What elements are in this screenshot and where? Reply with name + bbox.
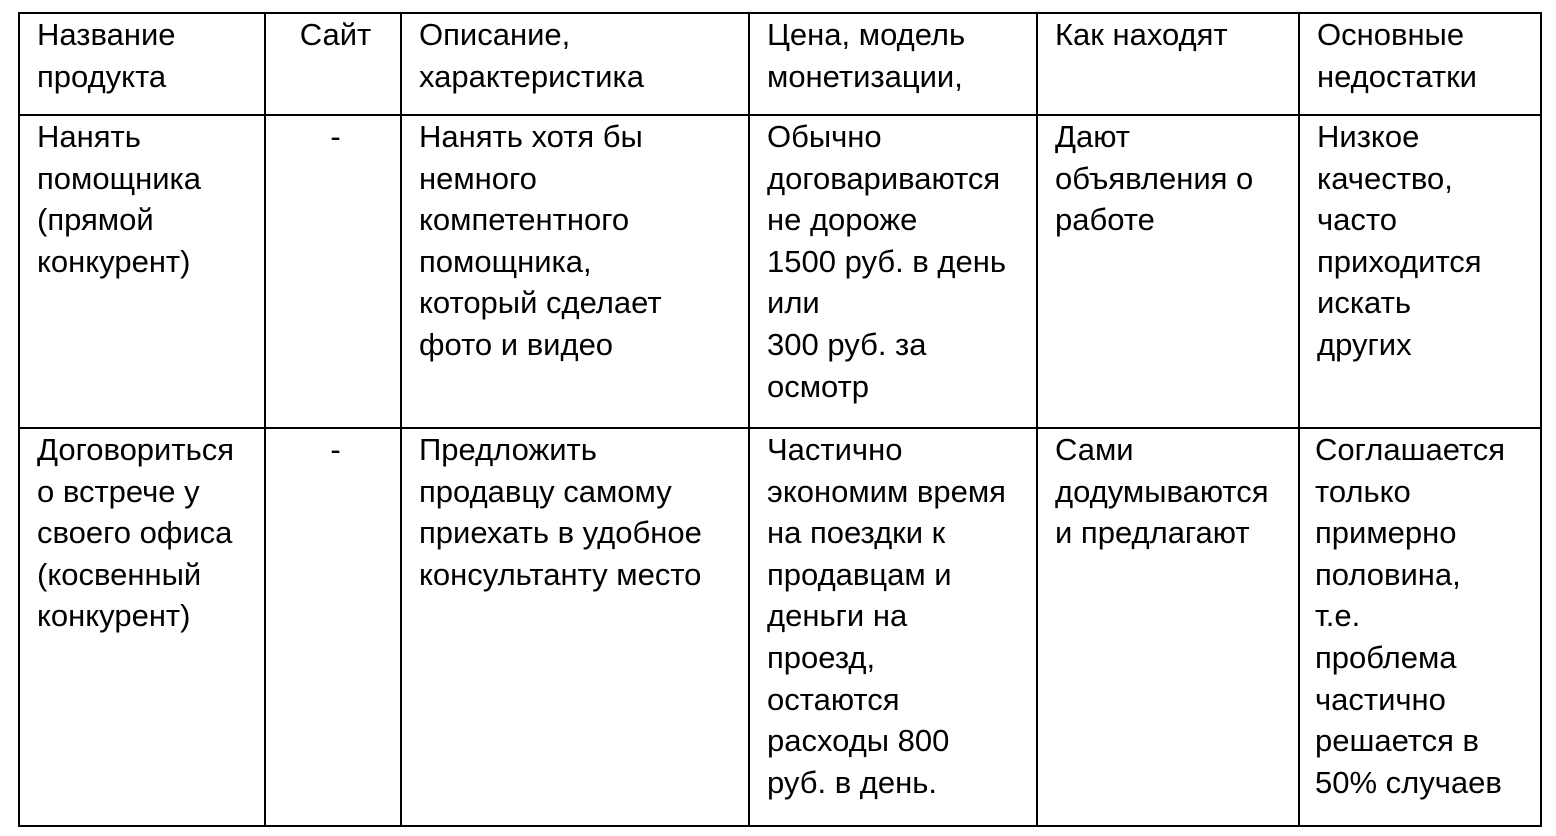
cell-product: Договориться о встрече у своего офиса (косвенный конкурент) [19, 428, 265, 826]
table-header-row [19, 13, 1541, 115]
competitor-table [18, 12, 1542, 827]
cell-how-found: Сами додумываются и предлагают [1037, 428, 1299, 826]
cell-price: Обычно договариваются не дороже 1500 руб. в день или 300 руб. за осмотр [749, 115, 1037, 428]
table-row [19, 428, 1541, 826]
cell-description: Нанять хотя бы немного компетентного помощника, который сделает фото и видео [401, 115, 749, 428]
cell-site: - [265, 428, 401, 826]
header-site: Сайт [265, 13, 401, 115]
cell-how-found: Дают объявления о работе [1037, 115, 1299, 428]
cell-drawbacks: Соглашается только примерно половина, т.е. проблема частично решается в 50% случаев [1299, 428, 1541, 826]
cell-site: - [265, 115, 401, 428]
cell-price: Частично экономим время на поездки к продавцам и деньги на проезд, остаются расходы 800 руб. в день. [749, 428, 1037, 826]
header-drawbacks: Основные недостатки [1299, 13, 1541, 115]
header-price-model: Цена, модель монетизации, [749, 13, 1037, 115]
cell-drawbacks: Низкое качество, часто приходится искать других [1299, 115, 1541, 428]
cell-product: Нанять помощника (прямой конкурент) [19, 115, 265, 428]
header-description: Описание, характеристика [401, 13, 749, 115]
header-how-found: Как находят [1037, 13, 1299, 115]
table-row [19, 115, 1541, 428]
header-product-name: Название продукта [19, 13, 265, 115]
cell-description: Предложить продавцу самому приехать в удобное консультанту место [401, 428, 749, 826]
